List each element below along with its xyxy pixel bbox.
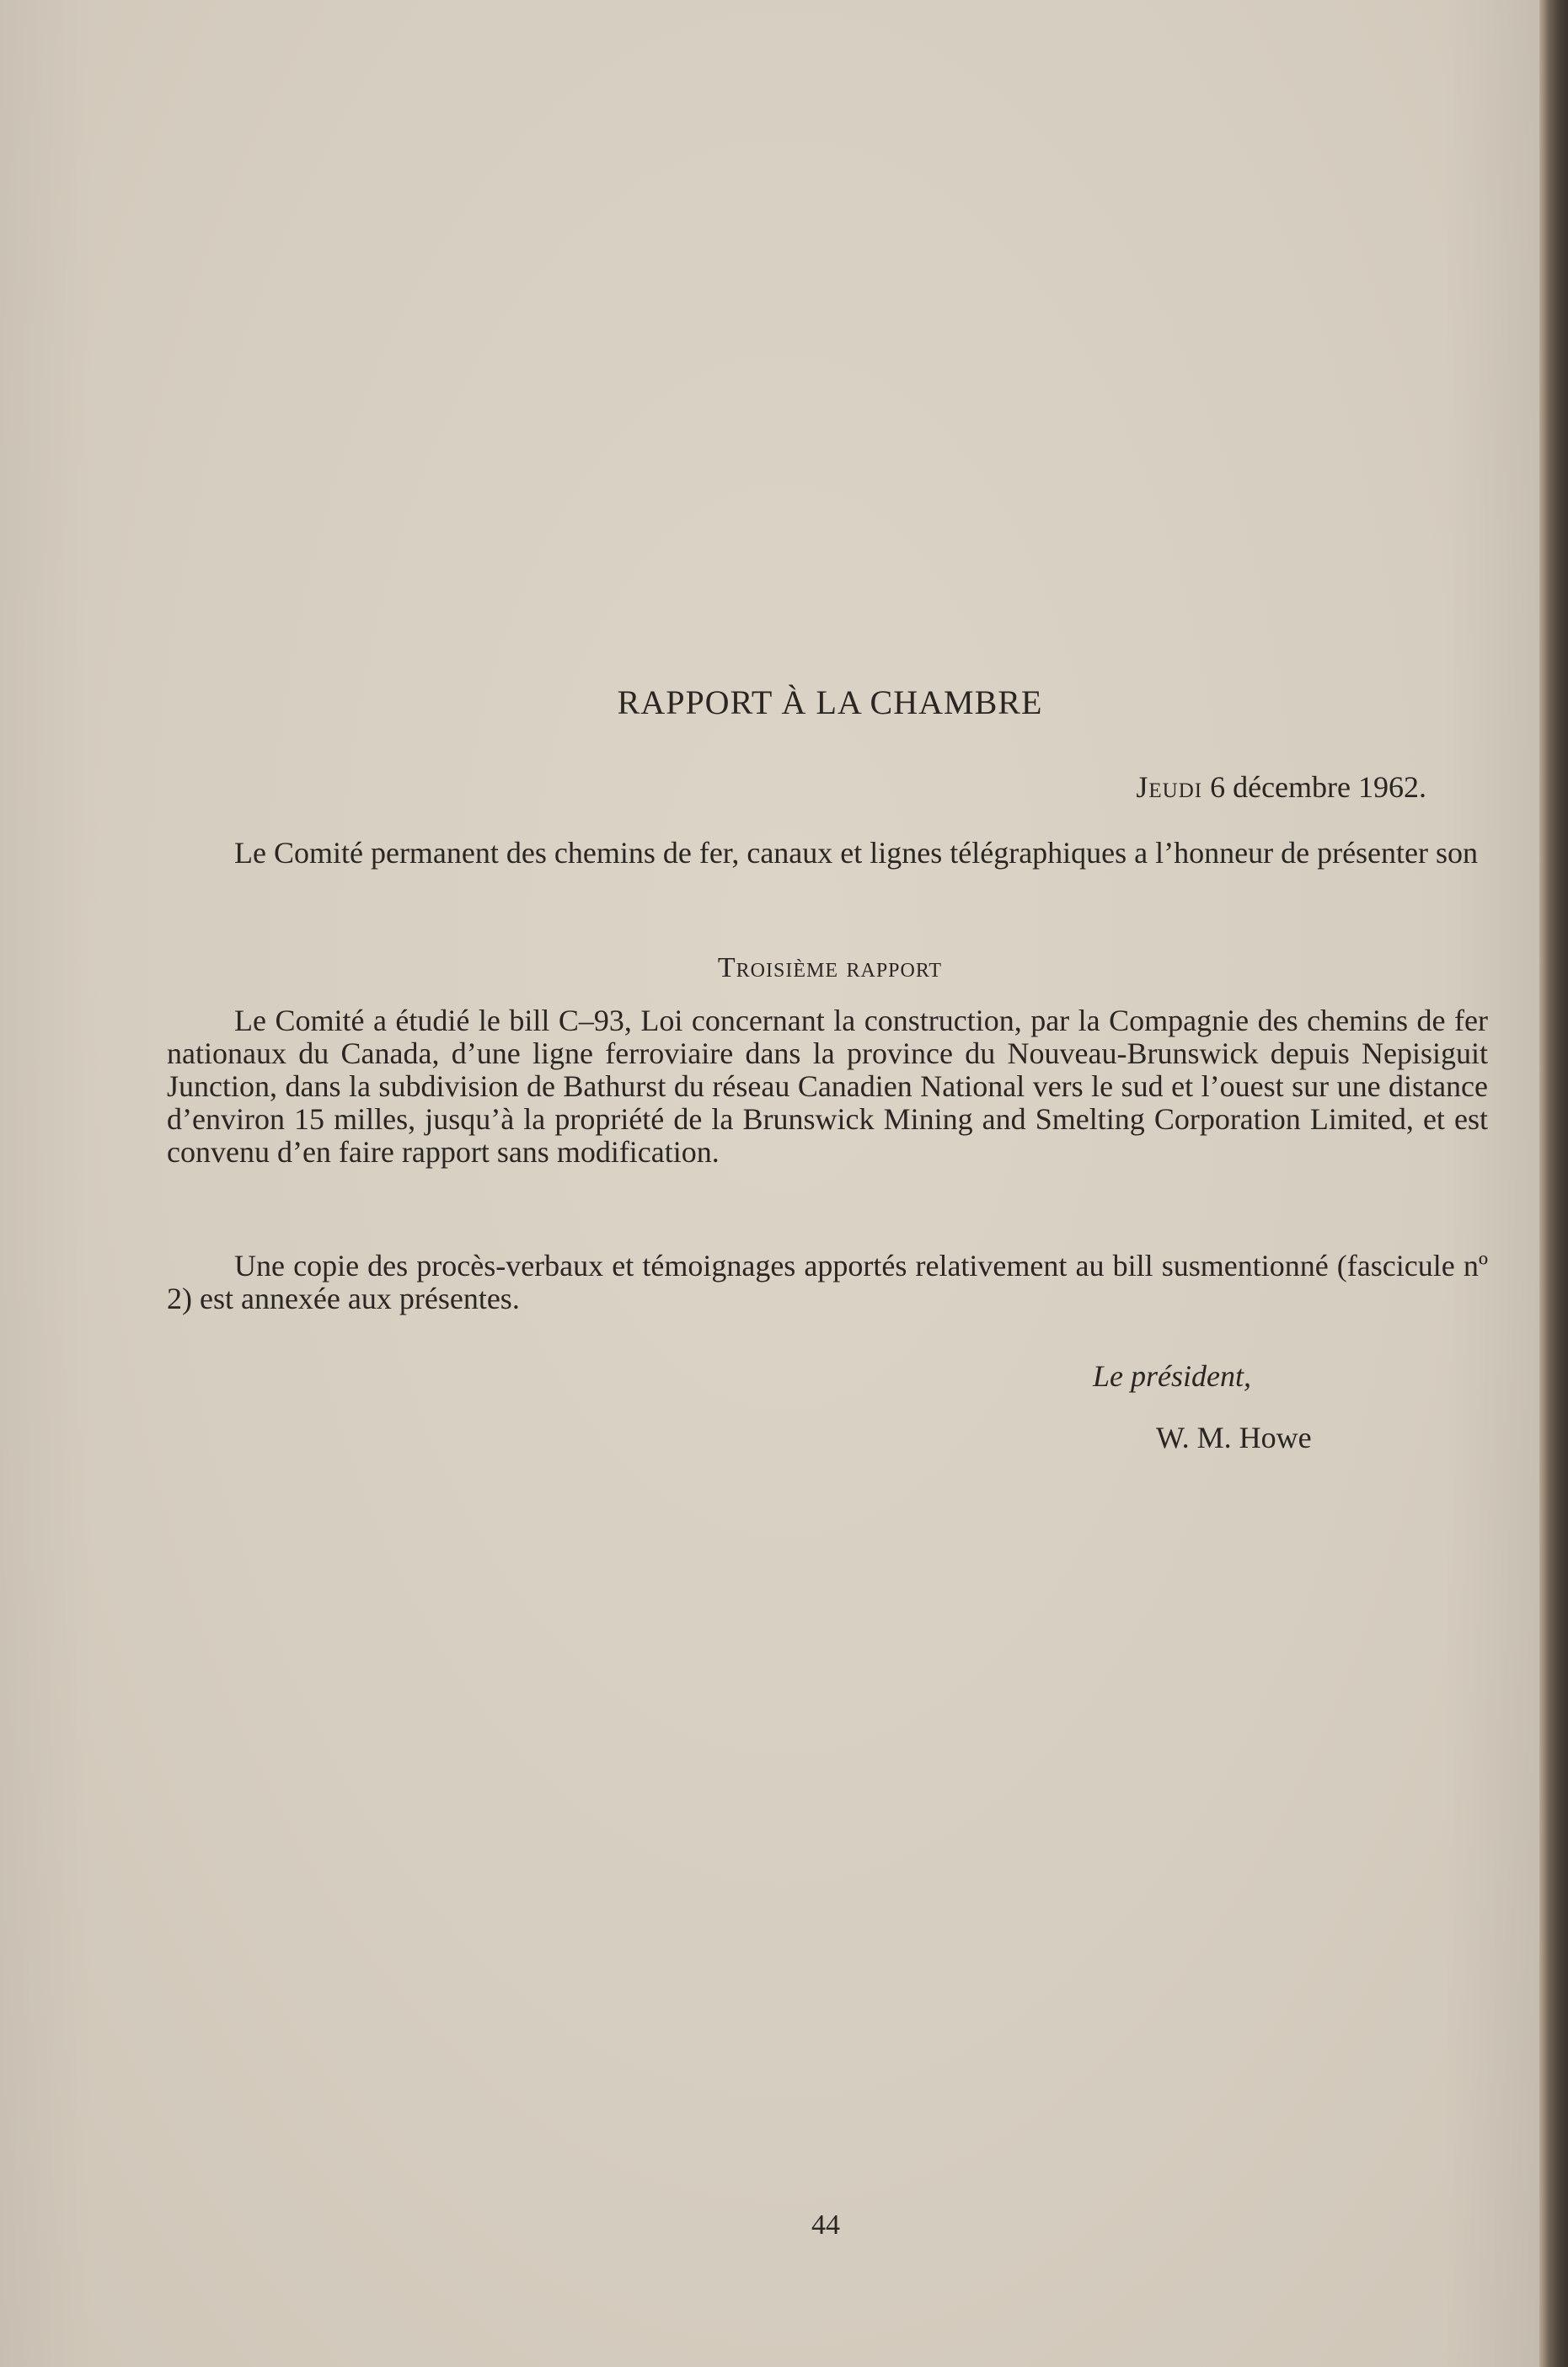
signature-role: Le président, bbox=[1093, 1359, 1251, 1393]
body-paragraph-2: Une copie des procès-verbaux et témoignages apportés relativement au bill susmentionné (fascicule nº 2) est annexée aux présentes. bbox=[167, 1249, 1488, 1315]
intro-paragraph: Le Comité permanent des chemins de fer, canaux et lignes télégraphiques a l’honneur de présenter son bbox=[234, 836, 1479, 870]
page-number: 44 bbox=[811, 2209, 840, 2241]
date-weekday: Jeudi bbox=[1136, 770, 1203, 804]
page-edge-shadow bbox=[1539, 0, 1568, 2367]
document-title: RAPPORT À LA CHAMBRE bbox=[617, 683, 1043, 721]
body-paragraph-1: Le Comité a étudié le bill C–93, Loi concernant la construction, par la Compagnie des chemins de fer nationaux du Canada, d’une ligne ferroviaire dans la province du Nouveau-Brunswick depuis Nepisiguit Junction, dans la subdivision de Bathurst du réseau Canadien National vers le sud et l’ouest sur une distance d’environ 15 milles, jusqu’à la propriété de la Brunswick Mining and Smelting Corporation Limited, et est convenu d’en faire rapport sans modification. bbox=[167, 1004, 1488, 1169]
signature-name: W. M. Howe bbox=[1156, 1421, 1312, 1454]
date-text: 6 décembre 1962. bbox=[1202, 770, 1426, 804]
report-heading: Troisième rapport bbox=[717, 952, 943, 983]
document-date bbox=[1136, 769, 1426, 805]
